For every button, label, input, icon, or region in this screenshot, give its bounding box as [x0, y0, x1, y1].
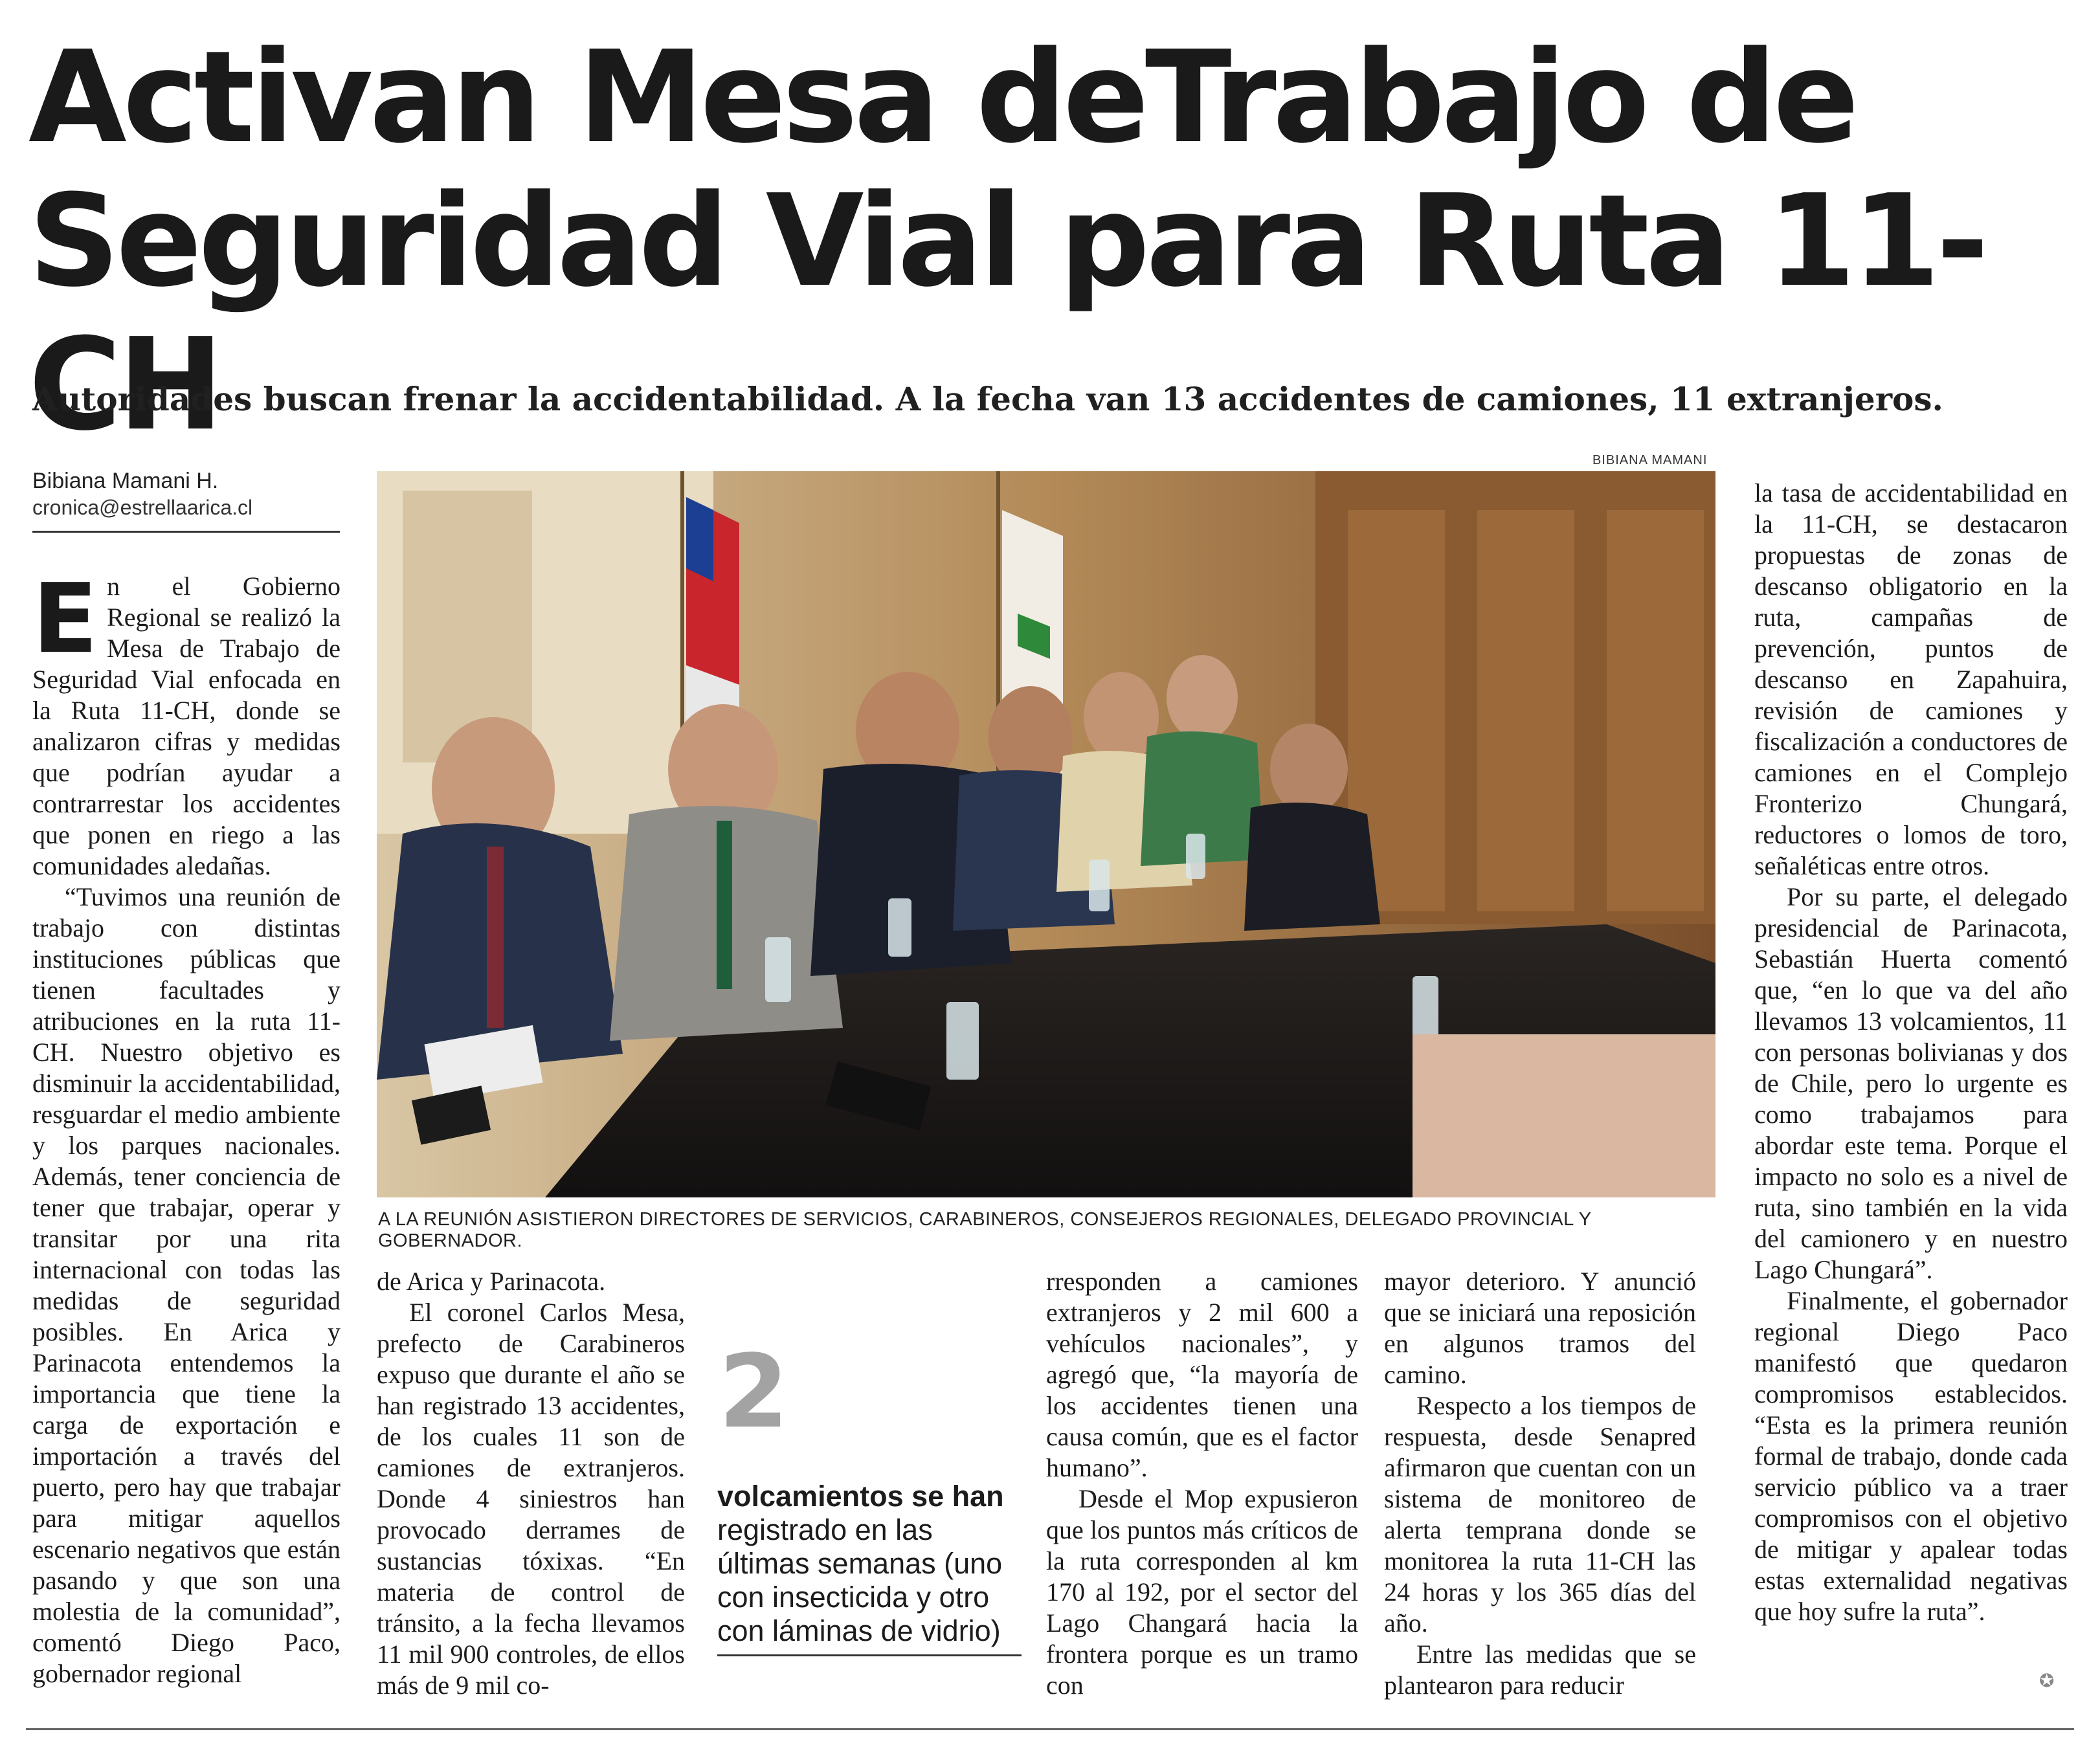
- photo-caption: A LA REUNIÓN ASISTIERON DIRECTORES DE SERVICIOS, CARABINEROS, CONSEJEROS REGIONALES, DELEGADO PROVINCIAL Y GOBERNADOR.: [378, 1209, 1592, 1251]
- paragraph: Respecto a los tiempos de respuesta, desde Senapred afirmaron que cuentan con un sistema de monitoreo de alerta temprana donde se monitorea la ruta 11-CH las 24 horas y los 365 días del año.: [1384, 1391, 1696, 1638]
- paragraph: mayor deterioro. Y anunció que se iniciará una reposición en algunos tramos del camino.: [1384, 1267, 1696, 1389]
- paragraph: “Tuvimos una reunión de trabajo con distintas instituciones públicas que tienen facultades y atribuciones en la ruta 11-CH. Nuestro objetivo es disminuir la accidentabilidad, resguardar el medio ambiente y los parques nacionales. Además, tener conciencia de tener que trabajar, operar y transitar por una rita internacional con todas las medidas de seguridad posibles. En Arica y Parinacota entendemos la importancia que tiene la carga de exportación e importación a través del puerto, pero hay que trabajar para mitigar aquellos escenario negativos que están pasando y que son una molestia de la comunidad”, comentó Diego Paco, gobernador regional: [32, 882, 341, 1688]
- paragraph: Por su parte, el delegado presidencial de Parinacota, Sebastián Huerta comentó que, “en lo que va del año llevamos 13 volcamientos, 11 con personas bolivianas y dos de Chile, pero lo urgente es como trabajamos para abordar este tema. Porque el impacto no solo es a nivel de ruta, sino también en la vida del camionero y en nuestro Lago Chungará”.: [1754, 882, 2068, 1284]
- stat-description: [717, 1480, 1022, 1648]
- byline-email[interactable]: cronica@estrellaarica.cl: [32, 496, 253, 519]
- byline-divider: [32, 531, 340, 533]
- paragraph: rresponden a camiones extranjeros y 2 mil 600 a vehículos nacionales”, y agregó que, “la mayoría de los accidentes tienen una causa común, que es el factor humano”.: [1046, 1267, 1358, 1482]
- subheadline: Autoridades buscan frenar la accidentabilidad. A la fecha van 13 accidentes de camiones, 11 extranjeros.: [32, 380, 1943, 418]
- article-column-1: [32, 563, 341, 1689]
- paragraph: Finalmente, el gobernador regional Diego Paco manifestó que quedaron compromisos establecidos. “Esta es la primera reunión formal de trabajo, donde cada servicio público va a traer compromisos con el objetivo de mitigar y apalear todas estas externalidad negativas que hoy sufre la ruta”.: [1754, 1286, 2068, 1626]
- paragraph: la tasa de accidentabilidad en la 11-CH, se destacaron propuestas de zonas de descanso obligatorio en la ruta, campañas de prevención, puntos de descanso en Zapahuira, revisión de camiones y fiscalización a conductores de camiones en el Complejo Fronterizo Chungará, reductores o lomos de toro, señaléticas entre otros.: [1754, 478, 2068, 880]
- end-of-article-icon: ✪: [2039, 1670, 2055, 1691]
- article-column-3: [1046, 1266, 1358, 1701]
- byline-author: Bibiana Mamani H.: [32, 469, 219, 493]
- photo-credit: BIBIANA MAMANI: [1592, 453, 1708, 467]
- page-bottom-rule: [26, 1728, 2074, 1730]
- paragraph: Desde el Mop expusieron que los puntos más críticos de la ruta corresponden al km 170 al 192, por el sector del Lago Changará hacia la frontera porque es un tramo con: [1046, 1484, 1358, 1700]
- paragraph: Entre las medidas que se plantearon para reducir: [1384, 1639, 1696, 1700]
- lead-paragraph: En el Gobierno Regional se realizó la Mesa de Trabajo de Seguridad Vial enfocada en la Ruta 11-CH, donde se analizaron cifras y medidas que podrían ayudar a contrarrestar los accidentes que ponen en riego a las comunidades aledañas.: [32, 563, 341, 880]
- article-column-2: [377, 1266, 685, 1701]
- paragraph: de Arica y Parinacota.: [377, 1267, 606, 1296]
- headline-line-2: Seguridad Vial para Ruta 11-CH: [28, 168, 1985, 459]
- article-column-5: [1754, 478, 2068, 1627]
- stat-lead: volcamientos se han: [717, 1480, 1004, 1513]
- headline-line-1: Activan Mesa deTrabajo de: [28, 24, 1855, 172]
- article-column-4: [1384, 1266, 1696, 1701]
- stat-divider: [717, 1654, 1022, 1656]
- paragraph: El coronel Carlos Mesa, prefecto de Carabineros expuso que durante el año se han registrado 13 accidentes, de los cuales 11 son de camiones de extranjeros. Donde 4 siniestros han provocado derrames de sustancias tóxixas. “En materia de control de tránsito, a la fecha llevamos 11 mil 900 controles, de ellos más de 9 mil co-: [377, 1298, 685, 1700]
- stat-rest: registrado en las últimas semanas (uno con insecticida y otro con láminas de vidrio): [717, 1513, 1003, 1647]
- drop-cap: E: [32, 563, 98, 674]
- stat-number: 2: [719, 1333, 789, 1450]
- meeting-photo: [377, 471, 1715, 1197]
